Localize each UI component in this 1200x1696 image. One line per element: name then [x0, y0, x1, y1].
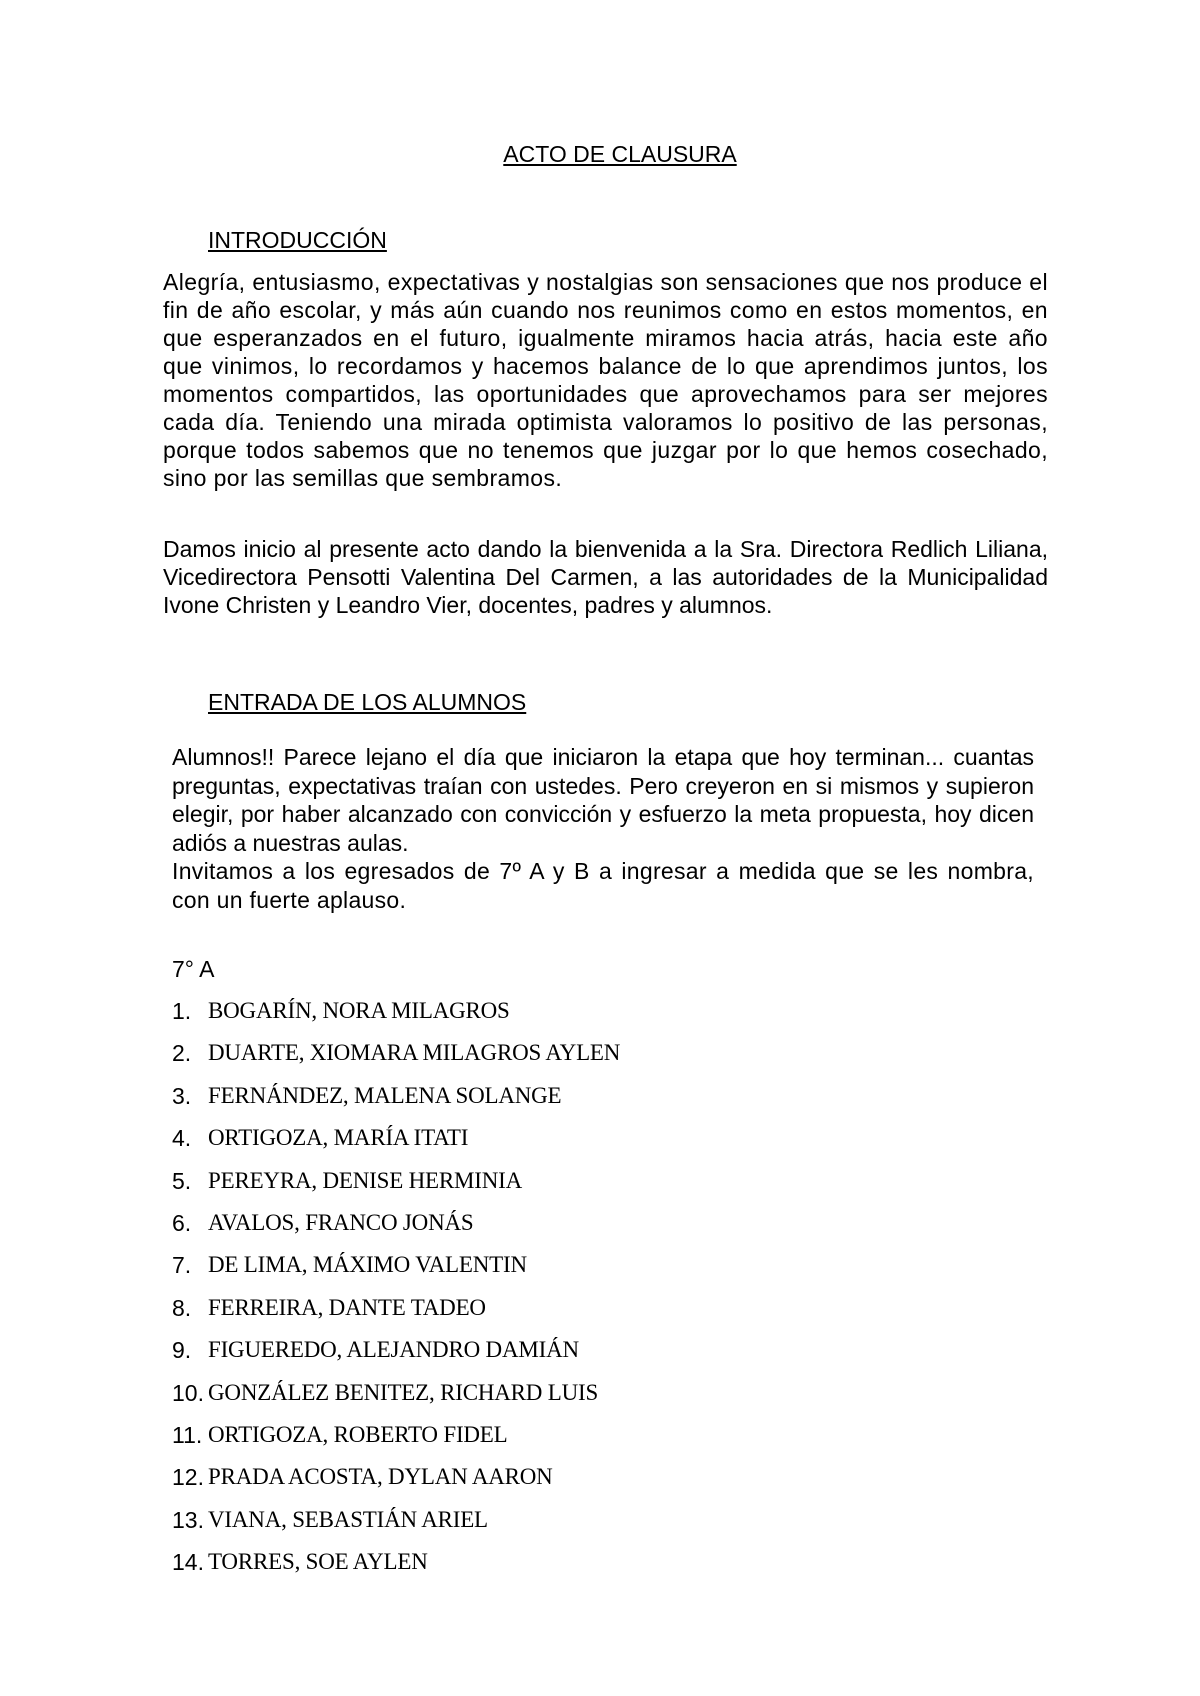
list-item-number: 12.: [172, 1464, 204, 1491]
entrada-text-block: [172, 743, 1034, 914]
intro-paragraph-1: Alegría, entusiasmo, expectativas y nostalgias son sensaciones que nos produce el fin de año escolar, y más aún cuando nos reunimos como en estos momentos, en que esperanzados en el futuro, igualmente miramos hacia atrás, hacia este año que vinimos, lo recordamos y hacemos balance de lo que aprendimos juntos, los momentos compartidos, las oportunidades que aprovechamos para ser mejores cada día. Teniendo una mirada optimista valoramos lo positivo de las personas, porque todos sabemos que no tenemos que juzgar por lo que hemos cosechado, sino por las semillas que sembramos.: [163, 269, 1048, 491]
entrada-paragraph-2: Invitamos a los egresados de 7º A y B a ingresar a medida que se les nombra, con un fuerte aplauso.: [172, 858, 1034, 913]
list-item: [172, 1548, 620, 1590]
section-heading-introduccion: INTRODUCCIÓN: [208, 227, 387, 253]
list-item-name: TORRES, SOE AYLEN: [208, 1549, 428, 1575]
list-item-number: 4.: [172, 1125, 192, 1152]
list-item-number: 7.: [172, 1252, 192, 1279]
list-item-name: DE LIMA, MÁXIMO VALENTIN: [208, 1252, 527, 1278]
list-item: [172, 1463, 620, 1505]
list-item-name: FERREIRA, DANTE TADEO: [208, 1294, 486, 1320]
intro-paragraph-2: Damos inicio al presente acto dando la bienvenida a la Sra. Directora Redlich Liliana, Vicedirectora Pensotti Valentina Del Carmen, a las autoridades de la Municipalidad Ivone Christen y Leandro Vier, docentes, padres y alumnos.: [163, 536, 1048, 618]
list-item-name: FERNÁNDEZ, MALENA SOLANGE: [208, 1082, 562, 1108]
student-list: [172, 997, 620, 1590]
list-item: [172, 1082, 620, 1124]
list-item-name: BOGARÍN, NORA MILAGROS: [208, 998, 510, 1023]
list-item: [172, 1167, 620, 1209]
list-item: [172, 1379, 620, 1421]
list-item-number: 6.: [172, 1209, 192, 1236]
list-item-number: 5.: [172, 1167, 192, 1194]
list-item: [172, 1251, 620, 1293]
document-title: ACTO DE CLAUSURA: [503, 141, 737, 167]
list-item-name: DUARTE, XIOMARA MILAGROS AYLEN: [208, 1040, 621, 1066]
list-item: [172, 1124, 620, 1166]
list-item-number: 2.: [172, 1040, 192, 1067]
entrada-paragraph-1: Alumnos!! Parece lejano el día que iniciaron la etapa que hoy terminan... cuantas preguntas, expectativas traían con ustedes. Pero creyeron en si mismos y supieron elegir, por haber alcanzado con convicción y esfuerzo la meta propuesta, hoy dicen adiós a nuestras aulas.: [172, 744, 1034, 856]
list-item: [172, 1294, 620, 1336]
list-item-name: ORTIGOZA, MARÍA ITATI: [208, 1125, 469, 1151]
list-item: [172, 1506, 620, 1548]
list-item-number: 11.: [172, 1421, 203, 1448]
list-item-number: 10.: [172, 1379, 204, 1406]
list-item-name: FIGUEREDO, ALEJANDRO DAMIÁN: [208, 1337, 579, 1363]
list-item-name: VIANA, SEBASTIÁN ARIEL: [208, 1506, 488, 1532]
list-item-name: ORTIGOZA, ROBERTO FIDEL: [208, 1421, 508, 1447]
list-item-number: 13.: [172, 1506, 204, 1533]
class-label: 7° A: [172, 956, 215, 982]
list-item-name: AVALOS, FRANCO JONÁS: [208, 1209, 474, 1235]
list-item-number: 3.: [172, 1082, 192, 1109]
list-item: [172, 1336, 620, 1378]
list-item-number: 8.: [172, 1294, 192, 1321]
list-item-number: 14.: [172, 1549, 204, 1576]
list-item: [172, 1421, 620, 1463]
list-item: [172, 1039, 620, 1081]
list-item-name: PEREYRA, DENISE HERMINIA: [208, 1167, 522, 1193]
list-item-name: PRADA ACOSTA, DYLAN AARON: [208, 1464, 553, 1490]
list-item: [172, 1209, 620, 1251]
list-item: [172, 997, 620, 1039]
list-item-number: 1.: [172, 998, 192, 1024]
list-item-name: GONZÁLEZ BENITEZ, RICHARD LUIS: [208, 1379, 599, 1405]
section-heading-entrada: ENTRADA DE LOS ALUMNOS: [208, 689, 527, 715]
list-item-number: 9.: [172, 1337, 192, 1364]
